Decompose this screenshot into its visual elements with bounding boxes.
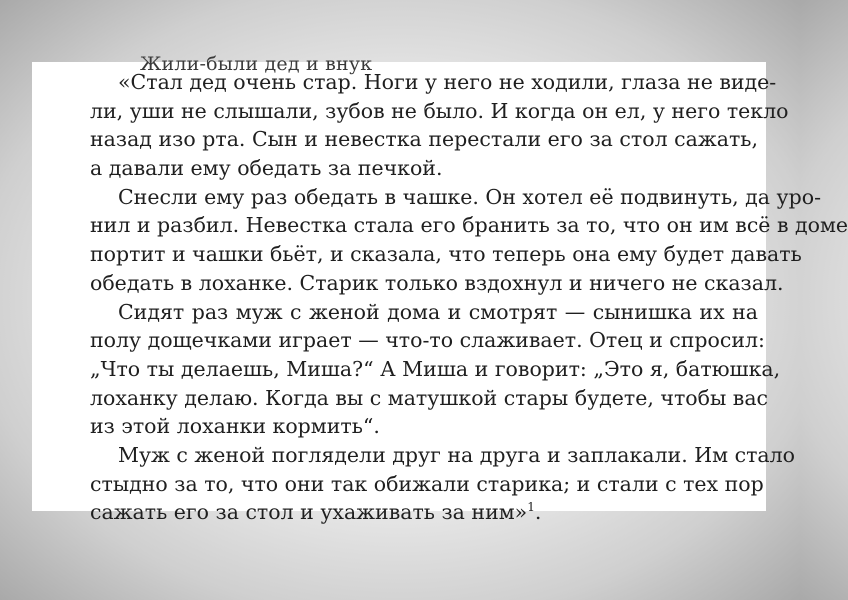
text-line: Сидят раз муж с женой дома и смотрят — сынишка их на (118, 299, 758, 324)
text-line-last (90, 498, 758, 527)
text-line: назад изо рта. Сын и невестка перестали его за стол сажать, (90, 127, 758, 152)
text-line: нил и разбил. Невестка стала его бранить за то, что он им всё в доме (90, 213, 848, 238)
final-period: . (534, 500, 542, 525)
scanned-page (32, 53, 848, 525)
text-line: полу дощечками играет — что-то слаживает. Отец и спросил: (90, 328, 765, 353)
text-line: Муж с женой поглядели друг на друга и заплакали. Им стало (118, 442, 796, 467)
cropped-heading-line: Жили-были дед и внук (140, 53, 373, 75)
text-line: „Что ты делаешь, Миша?“ А Миша и говорит: „Это я, батюшка, (90, 356, 781, 381)
story-text (90, 68, 848, 527)
text-line: лоханку делаю. Когда вы с матушкой стары будете, чтобы вас (90, 385, 769, 410)
text-line: а давали ему обедать за печкой. (90, 156, 443, 181)
text-line: Снесли ему раз обедать в чашке. Он хотел её подвинуть, да уро- (118, 184, 821, 209)
text-line: портит и чашки бьёт, и сказала, что теперь она ему будет давать (90, 242, 802, 267)
text-line: ли, уши не слышали, зубов не было. И когда он ел, у него текло (90, 98, 789, 123)
text-line: из этой лоханки кормить“. (90, 414, 380, 439)
footnote-marker: 1 (527, 500, 535, 515)
text-line: обедать в лоханке. Старик только вздохнул и ничего не сказал. (90, 270, 784, 295)
text-line: «Стал дед очень стар. Ноги у него не ходили, глаза не виде- (118, 70, 777, 94)
text-line-content: сажать его за стол и ухаживать за ним» (90, 500, 528, 525)
text-line: стыдно за то, что они так обижали старика; и стали с тех пор (90, 471, 764, 496)
